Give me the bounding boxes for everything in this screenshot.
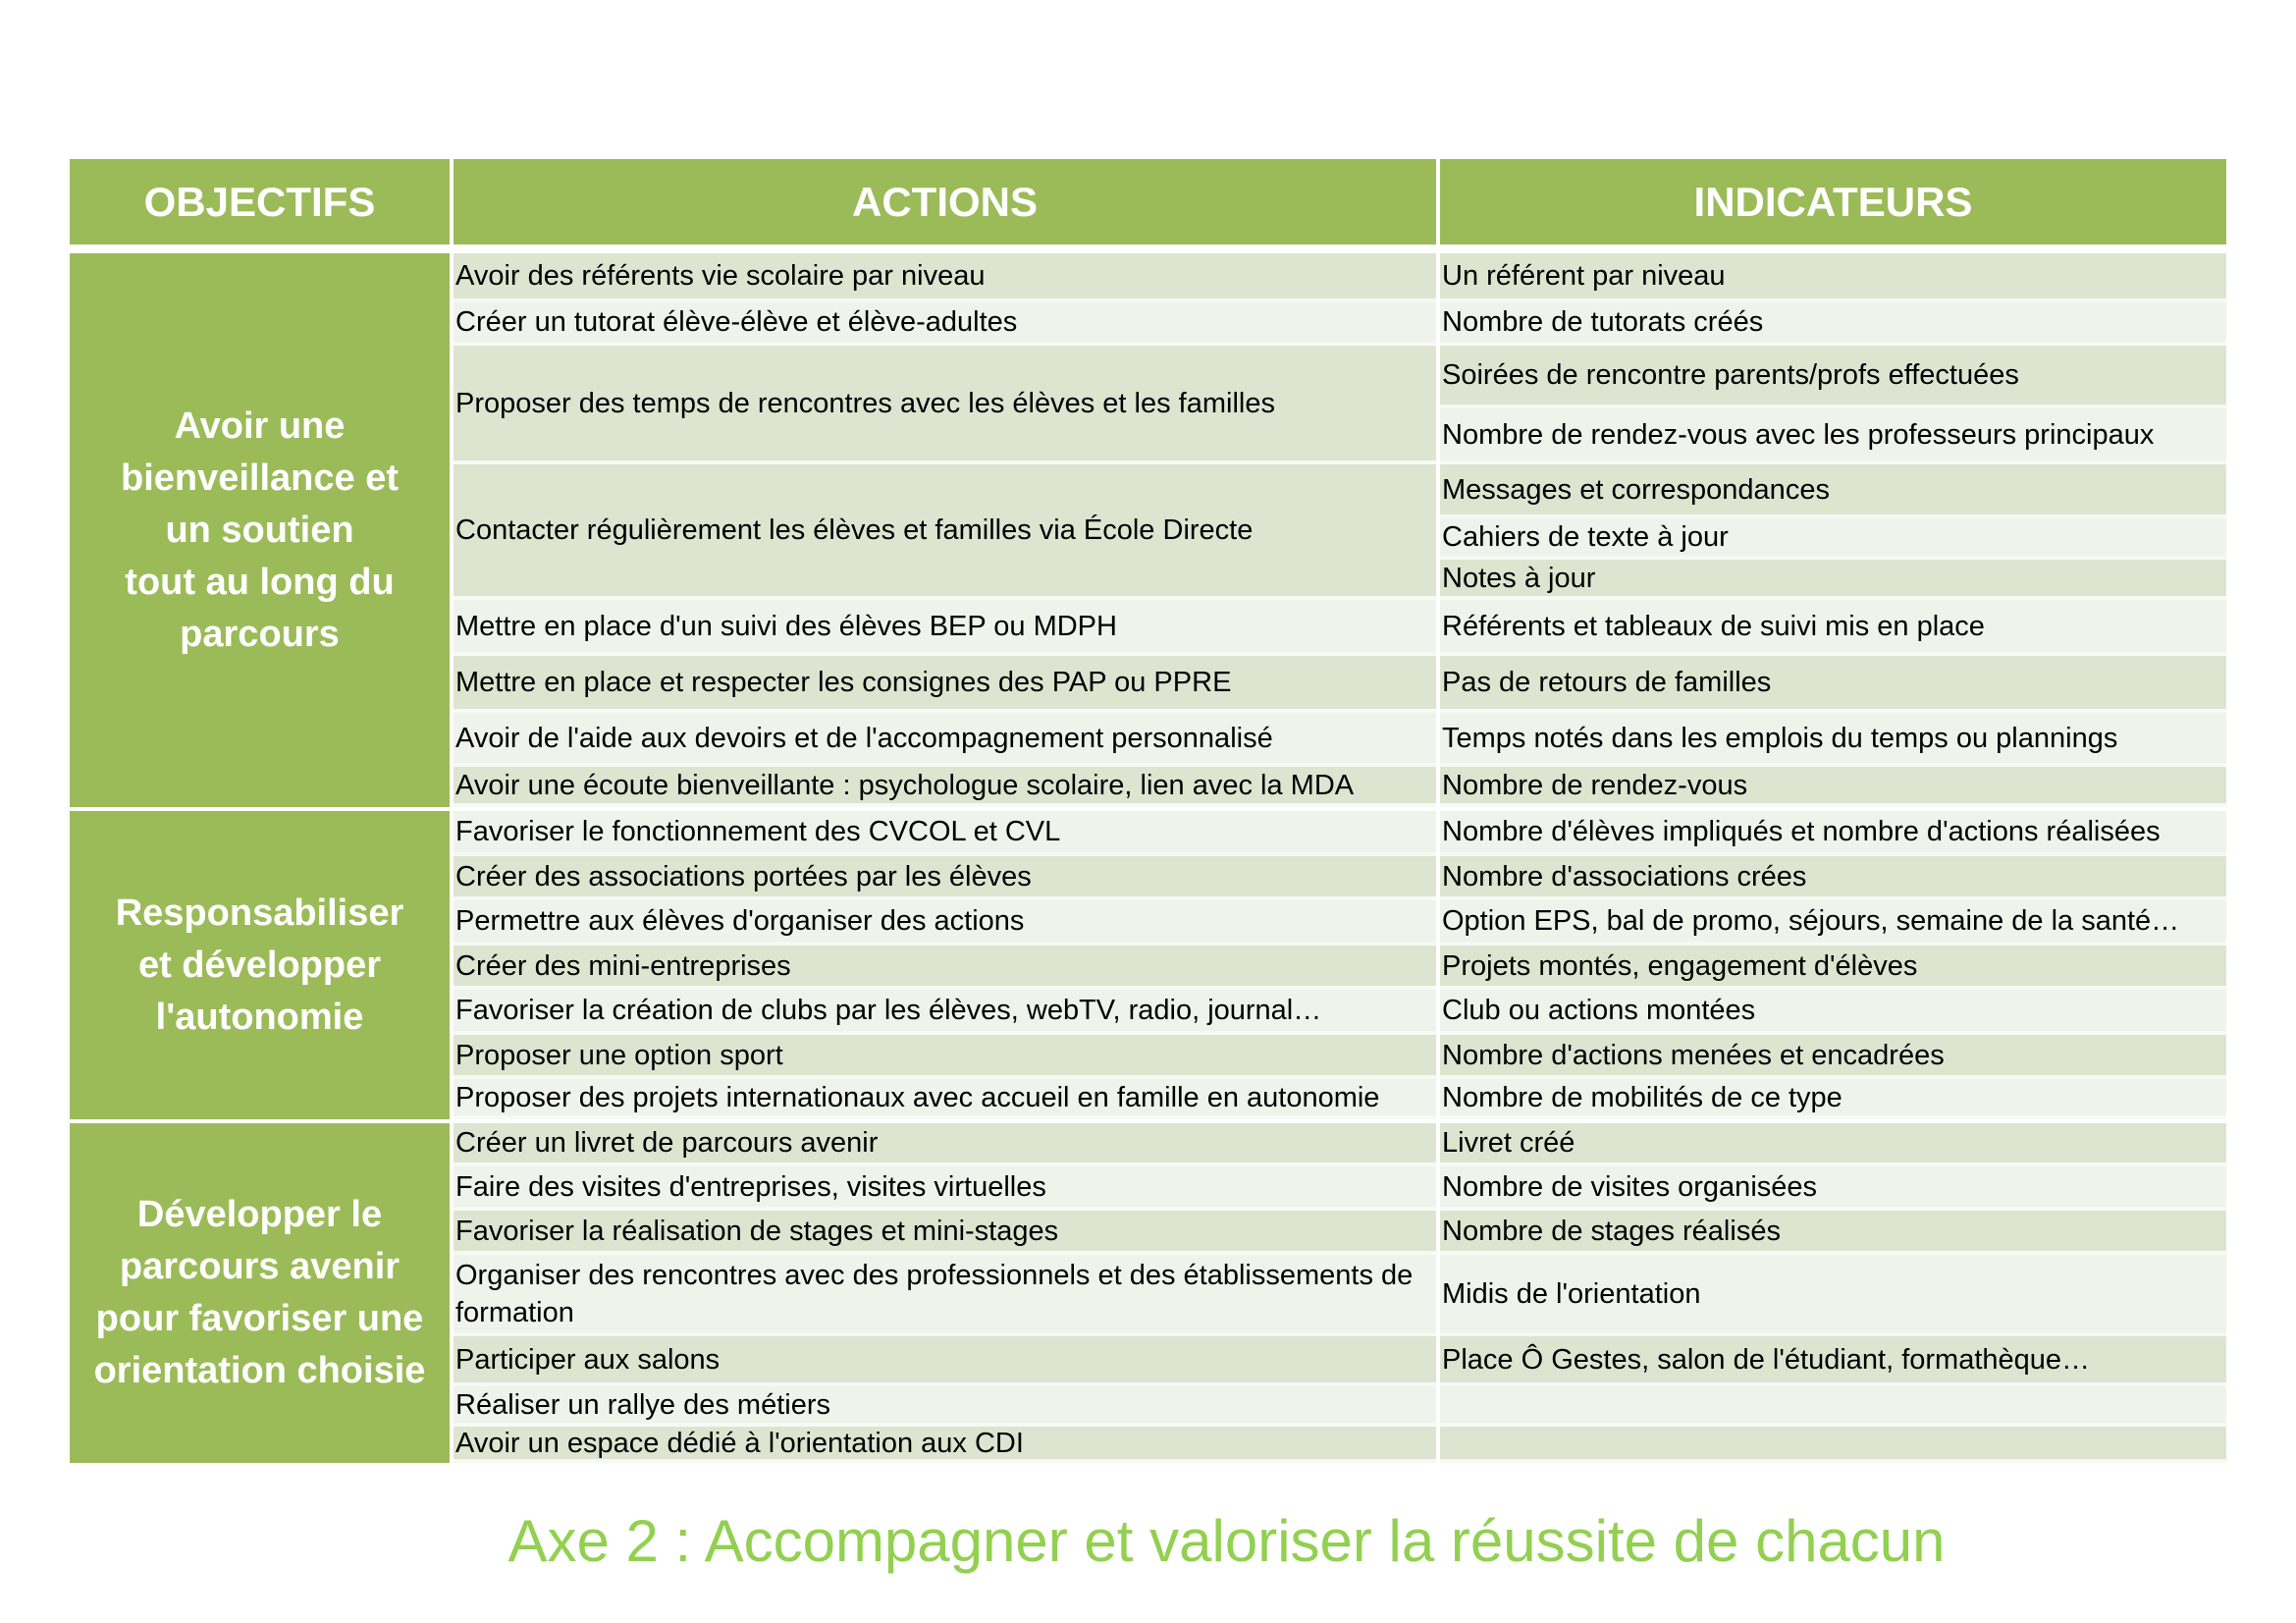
indicator-cell: Cahiers de texte à jour: [1440, 518, 2226, 560]
action-cell: Créer des associations portées par les élèves: [454, 856, 1436, 900]
indicator-cell: Projets montés, engagement d'élèves: [1440, 946, 2226, 990]
action-cell: Mettre en place et respecter les consignes des PAP ou PPRE: [454, 656, 1436, 713]
page-caption: Axe 2 : Accompagner et valoriser la réussite de chacun: [507, 1508, 1946, 1574]
action-cell: Avoir des référents vie scolaire par niveau: [454, 253, 1436, 302]
indicator-cell: Nombre de mobilités de ce type: [1440, 1079, 2226, 1119]
action-cell: Contacter régulièrement les élèves et familles via École Directe: [454, 464, 1436, 600]
indicator-cell: Nombre de tutorats créés: [1440, 302, 2226, 346]
action-cell: Participer aux salons: [454, 1336, 1436, 1386]
indicator-cell: Midis de l'orientation: [1440, 1255, 2226, 1336]
action-cell: Créer un tutorat élève-élève et élève-adultes: [454, 302, 1436, 346]
action-cell: Réaliser un rallye des métiers: [454, 1386, 1436, 1427]
action-cell: Proposer des projets internationaux avec accueil en famille en autonomie: [454, 1079, 1436, 1119]
indicator-cell: Nombre d'actions menées et encadrées: [1440, 1035, 2226, 1079]
action-cell: Avoir un espace dédié à l'orientation aux CDI: [454, 1427, 1436, 1463]
action-cell: Faire des visites d'entreprises, visites virtuelles: [454, 1166, 1436, 1211]
action-cell: Créer des mini-entreprises: [454, 946, 1436, 990]
indicator-cell: Un référent par niveau: [1440, 253, 2226, 302]
indicator-cell: Nombre d'associations crées: [1440, 856, 2226, 900]
action-cell: Organiser des rencontres avec des professionnels et des établissements de formation: [454, 1255, 1436, 1336]
indicator-cell: [1440, 1386, 2226, 1427]
indicator-cell: Pas de retours de familles: [1440, 656, 2226, 713]
action-cell: Avoir une écoute bienveillante : psychologue scolaire, lien avec la MDA: [454, 767, 1436, 807]
indicator-cell: Nombre de rendez-vous avec les professeurs principaux: [1440, 408, 2226, 464]
action-cell: Favoriser le fonctionnement des CVCOL et CVL: [454, 811, 1436, 856]
indicator-cell: Place Ô Gestes, salon de l'étudiant, formathèque…: [1440, 1336, 2226, 1386]
indicator-cell: Soirées de rencontre parents/profs effectuées: [1440, 346, 2226, 408]
indicator-cell: Notes à jour: [1440, 560, 2226, 600]
indicator-cell: Temps notés dans les emplois du temps ou plannings: [1440, 713, 2226, 767]
action-cell: Proposer une option sport: [454, 1035, 1436, 1079]
indicator-cell: [1440, 1427, 2226, 1463]
indicator-cell: Nombre de rendez-vous: [1440, 767, 2226, 807]
header-actions: ACTIONS: [454, 159, 1436, 244]
indicator-cell: Messages et correspondances: [1440, 464, 2226, 518]
objective-cell: Avoir une bienveillance et un soutien tout au long du parcours: [70, 253, 450, 807]
action-cell: Favoriser la création de clubs par les élèves, webTV, radio, journal…: [454, 990, 1436, 1035]
indicator-cell: Option EPS, bal de promo, séjours, semaine de la santé…: [1440, 900, 2226, 946]
action-cell: Proposer des temps de rencontres avec les élèves et les familles: [454, 346, 1436, 464]
indicator-cell: Livret créé: [1440, 1123, 2226, 1166]
header-indicateurs: INDICATEURS: [1440, 159, 2226, 244]
action-cell: Créer un livret de parcours avenir: [454, 1123, 1436, 1166]
indicator-cell: Référents et tableaux de suivi mis en place: [1440, 600, 2226, 656]
action-cell: Permettre aux élèves d'organiser des actions: [454, 900, 1436, 946]
indicator-cell: Nombre de stages réalisés: [1440, 1211, 2226, 1255]
indicator-cell: Nombre d'élèves impliqués et nombre d'actions réalisées: [1440, 811, 2226, 856]
indicator-cell: Club ou actions montées: [1440, 990, 2226, 1035]
action-cell: Favoriser la réalisation de stages et mini-stages: [454, 1211, 1436, 1255]
objective-cell: Développer le parcours avenir pour favoriser une orientation choisie: [70, 1123, 450, 1463]
indicator-cell: Nombre de visites organisées: [1440, 1166, 2226, 1211]
header-objectifs: OBJECTIFS: [70, 159, 450, 244]
action-cell: Mettre en place d'un suivi des élèves BEP ou MDPH: [454, 600, 1436, 656]
objective-cell: Responsabiliser et développer l'autonomie: [70, 811, 450, 1119]
action-cell: Avoir de l'aide aux devoirs et de l'accompagnement personnalisé: [454, 713, 1436, 767]
